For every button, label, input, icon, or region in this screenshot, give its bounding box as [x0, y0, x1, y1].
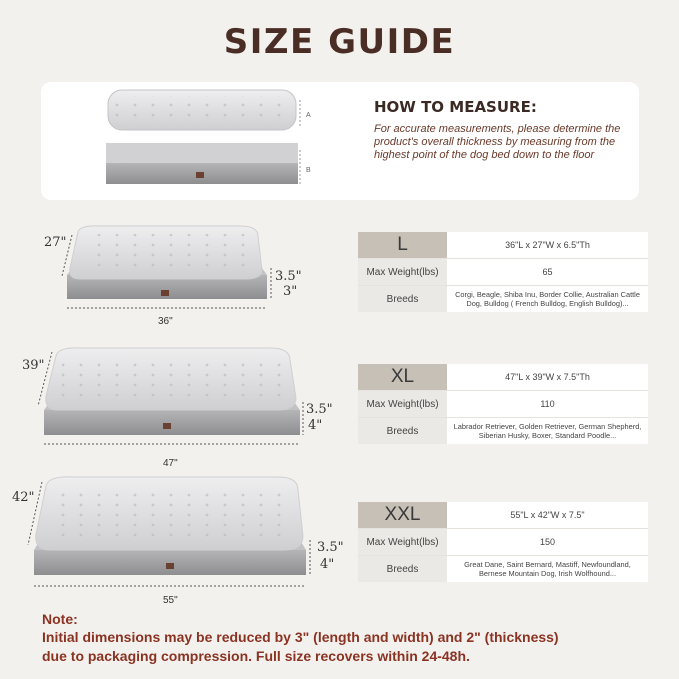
breeds-label: Breeds [358, 556, 447, 582]
bed-l [62, 226, 271, 308]
bed-xl-length-label: 47" [163, 458, 178, 469]
note-line-1: Initial dimensions may be reduced by 3" (length and width) and 2" (thickness) [42, 629, 559, 645]
dimensions-value: 36"L x 27"W x 6.5"Th [505, 240, 590, 250]
spec-table-xl [358, 364, 648, 444]
spec-row-size [358, 364, 648, 391]
how-to-measure-text: For accurate measurements, please determine the product's overall thickness by measuring from the highest point of the dog bed down to the floor [374, 123, 621, 161]
breeds-value: Labrador Retriever, Golden Retriever, German Shepherd, Siberian Husky, Boxer, Standard Poodle... [453, 422, 642, 440]
measure-base-top [106, 143, 298, 165]
weight-value: 110 [540, 399, 555, 409]
bed-xxl-base [34, 550, 306, 575]
bed-xxl-logo-tag [166, 563, 174, 569]
dimensions-value: 47"L x 39"W x 7.5"Th [505, 372, 590, 382]
breeds-label: Breeds [358, 286, 447, 312]
bed-xxl-length-label: 55" [163, 595, 178, 606]
weight-label: Max Weight(lbs) [358, 529, 447, 555]
bed-l-width-label: 27" [44, 235, 67, 250]
note-text [42, 628, 642, 666]
note-heading: Note: [42, 611, 78, 627]
weight-label: Max Weight(lbs) [358, 259, 447, 285]
spec-row-weight [358, 529, 648, 556]
note-line-2-end: Full size recovers within 24-48h. [252, 648, 470, 664]
size-cell: XXL [358, 502, 447, 528]
size-cell: XL [358, 364, 447, 390]
bed-xxl-base-thickness: 4" [320, 557, 335, 572]
note-line-2-start: due to packaging compression. [42, 648, 253, 664]
spec-row-size [358, 502, 648, 529]
bed-xl-base [44, 410, 300, 435]
weight-value: 150 [539, 537, 556, 547]
size-cell: L [358, 232, 447, 258]
weight-label: Max Weight(lbs) [358, 391, 447, 417]
breeds-value: Corgi, Beagle, Shiba Inu, Border Collie, Australian Cattle Dog, Bulldog ( French Bulldog, English Bulldog)... [455, 290, 640, 308]
breeds-label: Breeds [358, 418, 447, 444]
bed-xxl [28, 477, 310, 586]
measure-label-b: B [306, 167, 311, 174]
bed-l-logo-tag [161, 290, 169, 296]
bed-xl [38, 348, 303, 444]
bed-l-top-thickness: 3.5" [275, 269, 302, 284]
page-title: SIZE GUIDE [223, 22, 456, 62]
bed-xl-logo-tag [163, 423, 171, 429]
spec-table-l [358, 232, 648, 312]
bed-l-length-label: 36" [158, 316, 173, 327]
measure-label-a: A [306, 112, 311, 119]
breeds-value: Great Dane, Saint Bernard, Mastiff, Newfoundland, Bernese Mountain Dog, Irish Wolfhound... [464, 560, 631, 578]
how-to-measure-heading: HOW TO MEASURE: [374, 98, 537, 116]
measure-illustration [106, 90, 300, 184]
bed-xxl-width-label: 42" [12, 490, 35, 505]
bed-l-base-thickness: 3" [283, 284, 298, 299]
weight-value: 65 [542, 267, 553, 277]
measure-logo-tag [196, 172, 204, 178]
spec-table-xxl [358, 502, 648, 582]
spec-row-breeds [358, 556, 648, 582]
spec-row-weight [358, 259, 648, 286]
bed-xxl-top-thickness: 3.5" [317, 540, 344, 555]
bed-xl-width-label: 39" [22, 358, 45, 373]
spec-row-size [358, 232, 648, 259]
spec-row-breeds [358, 286, 648, 312]
bed-xl-top-thickness: 3.5" [306, 402, 333, 417]
note-line-2 [42, 647, 642, 666]
dimensions-value: 55"L x 42"W x 7.5" [510, 510, 585, 520]
spec-row-weight [358, 391, 648, 418]
spec-row-breeds [358, 418, 648, 444]
bed-xl-base-thickness: 4" [308, 418, 323, 433]
